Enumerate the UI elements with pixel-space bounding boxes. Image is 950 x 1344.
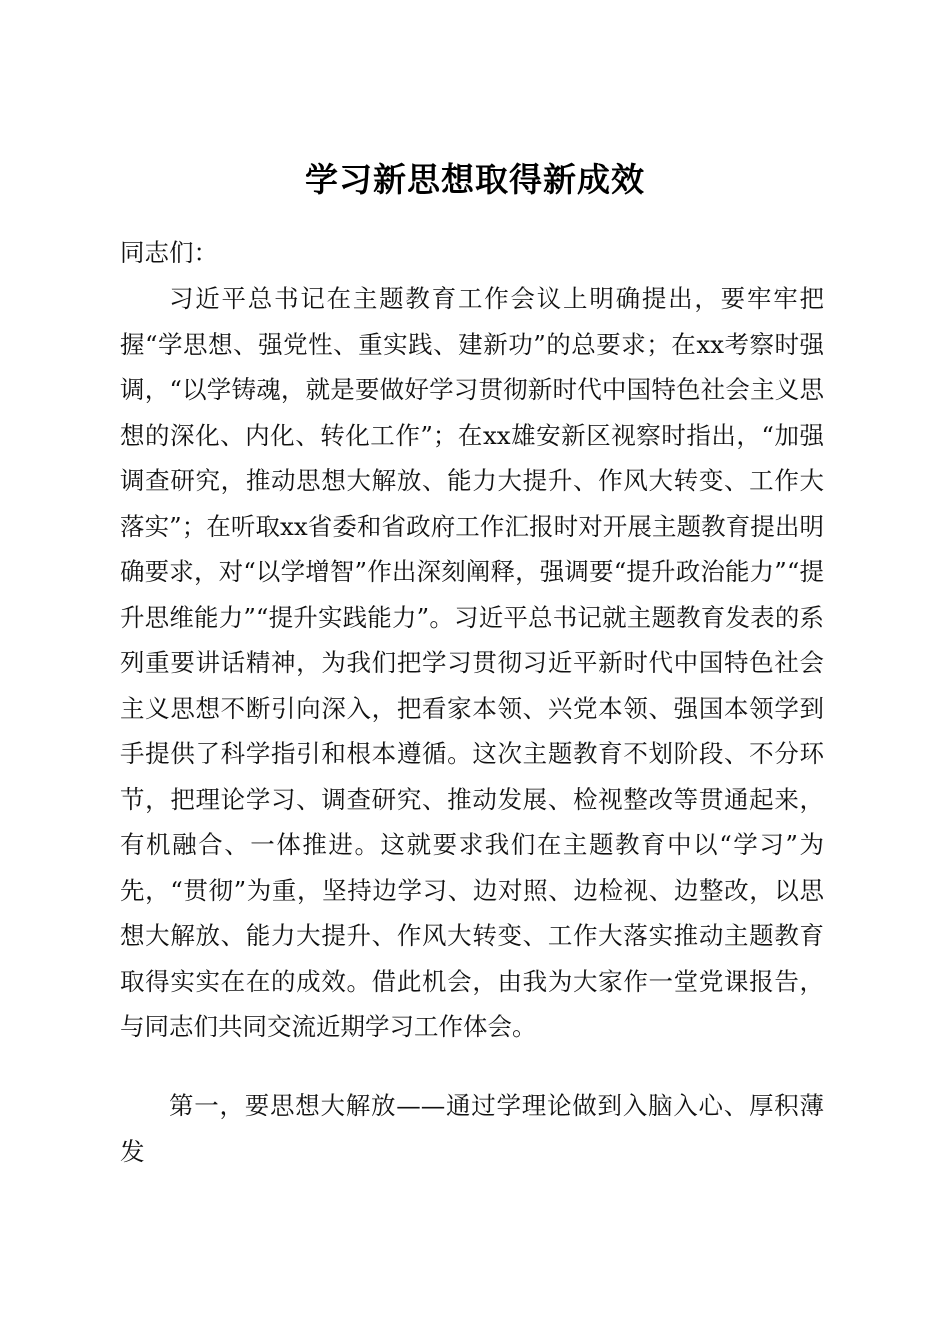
salutation: 同志们： xyxy=(120,238,218,267)
document-title: 学习新思想取得新成效 xyxy=(305,160,645,200)
section-heading-first: 第一，要思想大解放——通过学理论做到入脑入心、厚积薄发 xyxy=(120,1091,824,1166)
paragraph-intro: 习近平总书记在主题教育工作会议上明确提出，要牢牢把握“学思想、强党性、重实践、建新功”的总要求；在xx考察时强调，“以学铸魂，就是要做好学习贯彻新时代中国特色社会主义思想的深化、内化、转化工作”；在xx雄安新区视察时指出，“加强调查研究，推动思想大解放、能力大提升、作风大转变、工作大落实”；在听取xx省委和省政府工作汇报时对开展主题教育提出明确要求，对“以学增智”作出深刻阐释，强调要“提升政治能力”“提升思维能力”“提升实践能力”。习近平总书记就主题教育发表的系列重要讲话精神，为我们把学习贯彻习近平新时代中国特色社会主义思想不断引向深入，把看家本领、兴党本领、强国本领学到手提供了科学指引和根本遵循。这次主题教育不划阶段、不分环节，把理论学习、调查研究、推动发展、检视整改等贯通起来，有机融合、一体推进。这就要求我们在主题教育中以“学习”为先，“贯彻”为重，坚持边学习、边对照、边检视、边整改，以思想大解放、能力大提升、作风大转变、工作大落实推动主题教育取得实实在在的成效。借此机会，由我为大家作一堂党课报告，与同志们共同交流近期学习工作体会。 xyxy=(120,284,824,1041)
